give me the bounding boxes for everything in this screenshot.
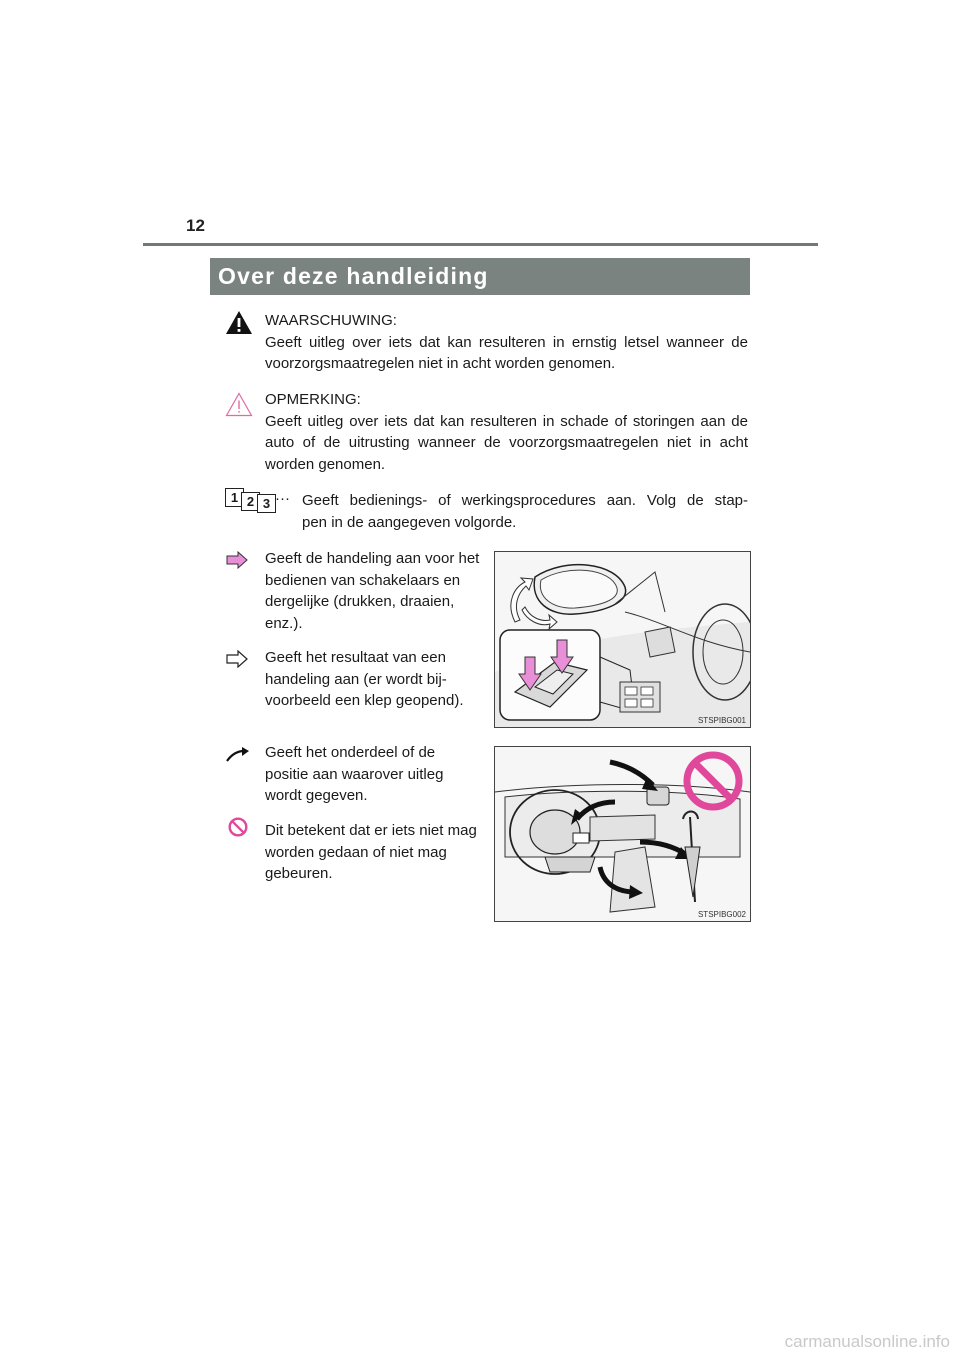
step-number-3: 3: [257, 494, 276, 513]
warning-text: Geeft uitleg over iets dat kan resulteren in ernstig letsel wanneer de voorzorgsmaatregelen niet in acht worden genomen.: [265, 333, 748, 372]
section-title: Over deze handleiding: [218, 263, 489, 289]
warning-outline-icon: [225, 392, 253, 417]
warning-filled-icon: [225, 310, 253, 335]
steps-text-line2: pen in de aangegeven volgorde.: [302, 513, 517, 531]
figure-dashboard: [494, 746, 751, 922]
page-number: 12: [186, 216, 205, 235]
figure-mirror-switch: [494, 551, 751, 728]
pink-arrow-icon: [226, 551, 248, 569]
warning-label: WAARSCHUWING:: [265, 312, 397, 329]
figure-code: STSPIBG001: [697, 716, 746, 725]
warning-legend: [265, 310, 748, 375]
outline-arrow-icon: [226, 650, 248, 668]
mirror-switch-illustration: [495, 552, 750, 727]
figure-code: STSPIBG002: [697, 910, 746, 919]
steps-ellipsis: ···: [275, 490, 290, 507]
result-legend-text: Geeft het resultaat van een handeling aan (er wordt bij- voorbeeld een klep geopend).: [265, 649, 464, 709]
action-legend-text: Geeft de handeling aan voor het bedienen van schakelaars en dergelijke (drukken, draaien, enz.).: [265, 550, 480, 632]
prohibited-legend-text: Dit betekent dat er iets niet mag worden gedaan of niet mag gebeuren.: [265, 822, 477, 882]
notice-legend: [265, 389, 748, 475]
steps-text-line1: Geeft bedienings- of werkingsprocedures aan. Volg de stap-: [302, 492, 748, 509]
pointer-arrow-icon: [226, 746, 250, 762]
top-rule: [143, 243, 818, 246]
dashboard-illustration: [495, 747, 750, 921]
notice-label: OPMERKING:: [265, 391, 361, 408]
steps-legend: [302, 490, 748, 533]
step-number-1: 1: [225, 488, 244, 507]
step-number-2: 2: [241, 492, 260, 511]
pointer-legend-text: Geeft het onderdeel of de positie aan waarover uitleg wordt gegeven.: [265, 744, 444, 804]
footer-link[interactable]: carmanualsonline.info: [784, 1332, 950, 1351]
section-title-bar: [210, 258, 750, 295]
prohibited-icon: [228, 817, 248, 837]
notice-text: Geeft uitleg over iets dat kan resulteren in schade of storingen aan de auto of de uitrusting wanneer de voorzorgsmaatregelen niet in acht worden genomen.: [265, 412, 748, 473]
